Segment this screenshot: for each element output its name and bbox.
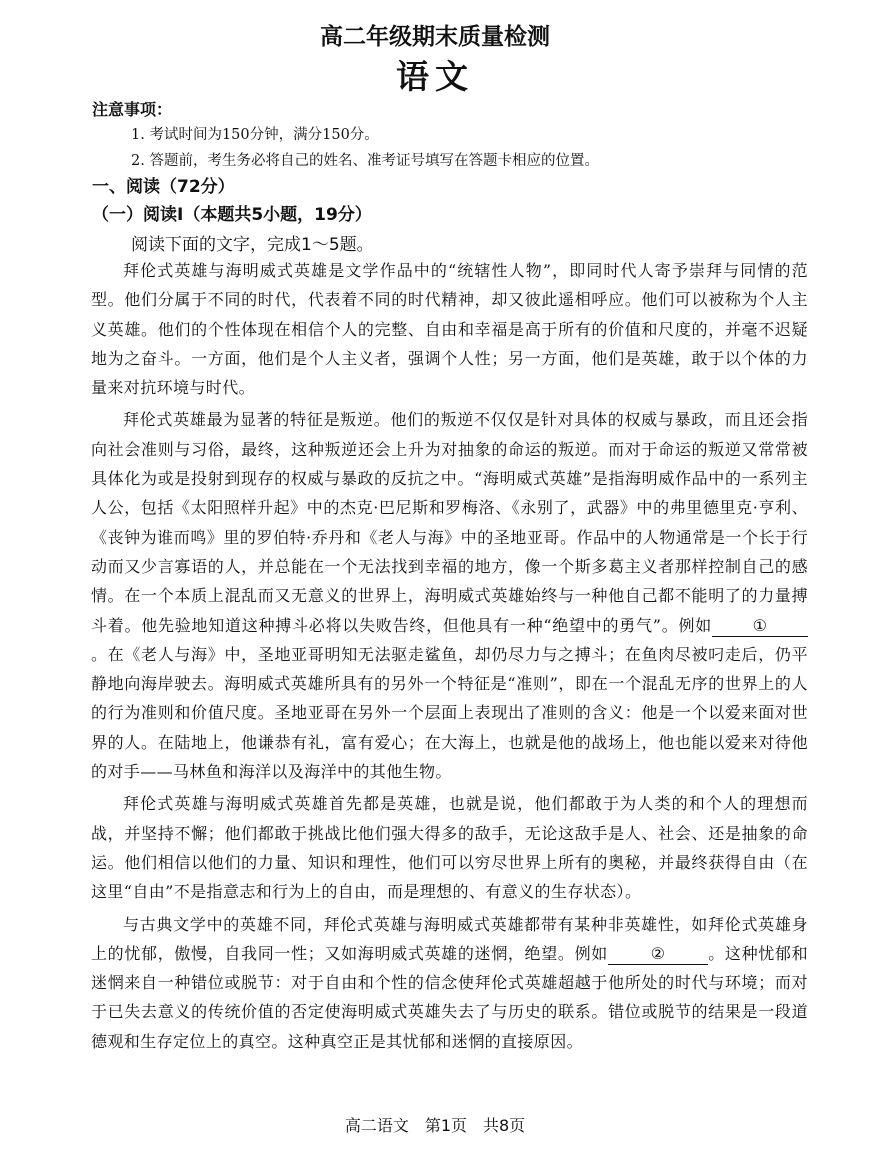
- passage-paragraph-1: 拜伦式英雄与海明威式英雄是文学作品中的“统辖性人物”，即同时代人寄予崇拜与同情的范型。他们分属于不同的时代，代表着不同的时代精神，却又彼此遥相呼应。他们可以被称为个人主义英雄。他们的个性体现在相信个人的完整、自由和幸福是高于所有的价值和尺度的，并毫不迟疑地为之奋斗。一方面，他们是个人主义者，强调个人性；另一方面，他们是英雄，敢于以个体的力量来对抗环境与时代。: [91, 261, 808, 398]
- passage-paragraph-4: [91, 910, 808, 1056]
- notice-heading: 注意事项：: [92, 100, 173, 119]
- notice-item-2: 2. 答题前，考生务必将自己的姓名、准考证号填写在答题卡相应的位置。: [131, 153, 599, 169]
- answer-blank-2: ②: [608, 944, 708, 965]
- section-subheading: （一）阅读Ⅰ（本题共5小题，19分）: [92, 205, 372, 225]
- notice-item-1: 1. 考试时间为150分钟，满分150分。: [131, 127, 379, 143]
- paragraph-4-text-before-blank: 与古典文学中的英雄不同，拜伦式英雄与海明威式英雄都带有某种非英雄性，如拜伦式英雄身上的忧郁，傲慢，自我同一性；又如海明威式英雄的迷惘，绝望。例如: [91, 914, 808, 963]
- reading-instruction: 阅读下面的文字，完成1～5题。: [131, 235, 374, 255]
- section-heading: 一、阅读（72分）: [92, 177, 235, 197]
- reading-passage: [91, 256, 808, 1059]
- passage-paragraph-2: [91, 405, 808, 786]
- paragraph-2-text-before-blank: 拜伦式英雄最为显著的特征是叛逆。他们的叛逆不仅仅是针对具体的权威与暴政，而且还会指向社会准则与习俗，最终，这种叛逆还会上升为对抽象的命运的叛逆。而对于命运的叛逆又常常被具体化为或是投射到现存的权威与暴政的反抗之中。“海明威式英雄”是指海明威作品中的一系列主人公，包括《太阳照样升起》中的杰克·巴尼斯和罗梅洛、《永别了，武器》中的弗里德里克·亨利、《丧钟为谁而鸣》里的罗伯特·乔丹和《老人与海》中的圣地亚哥。作品中的人物通常是一个长于行动而又少言寡语的人，并总能在一个无法找到幸福的地方，像一个斯多葛主义者那样控制自己的感情。在一个本质上混乱而又无意义的世界上，海明威式英雄始终与一种他自己都不能明了的力量搏斗着。他先验地知道这种搏斗必将以失败告终，但他具有一种“绝望中的勇气”。例如: [91, 410, 808, 635]
- page-footer: 高二语文 第1页 共8页: [344, 1116, 526, 1135]
- paragraph-2-text-after-blank: 。在《老人与海》中，圣地亚哥明知无法驱走鲨鱼，却仍尽力与之搏斗；在鱼肉尽被叼走后，仍平静地向海岸驶去。海明威式英雄所具有的另外一个特征是“准则”，即在一个混乱无序的世界上的人的行为准则和价值尺度。圣地亚哥在另外一个层面上表现出了准则的含义：他是一个以爱来面对世界的人。在陆地上，他谦恭有礼，富有爱心；在大海上，也就是他的战场上，他也能以爱来对待他的对手——马林鱼和海洋以及海洋中的其他生物。: [91, 644, 808, 782]
- answer-blank-1: ①: [712, 616, 808, 637]
- paragraph-4-text-after-blank: 。这种忧郁和迷惘来自一种错位或脱节：对于自由和个性的信念使拜伦式英雄超越于他所处的时代与环境；而对于已失去意义的传统价值的否定使海明威式英雄失去了与历史的联系。错位或脱节的结果是一段道德观和生存定位上的真空。这种真空正是其忧郁和迷惘的直接原因。: [91, 943, 808, 1051]
- subject-title: 语文: [396, 57, 474, 96]
- passage-paragraph-3: 拜伦式英雄与海明威式英雄首先都是英雄，也就是说，他们都敢于为人类的和个人的理想而战，并坚持不懈；他们都敢于挑战比他们强大得多的敌手，无论这敌手是人、社会、还是抽象的命运。他们相信以他们的力量、知识和理性，他们可以穷尽世界上所有的奥秘，并最终获得自由（在这里“自由”不是指意志和行为上的自由，而是理想的、有意义的生存状态）。: [91, 794, 808, 902]
- exam-title: 高二年级期末质量检测: [320, 24, 550, 50]
